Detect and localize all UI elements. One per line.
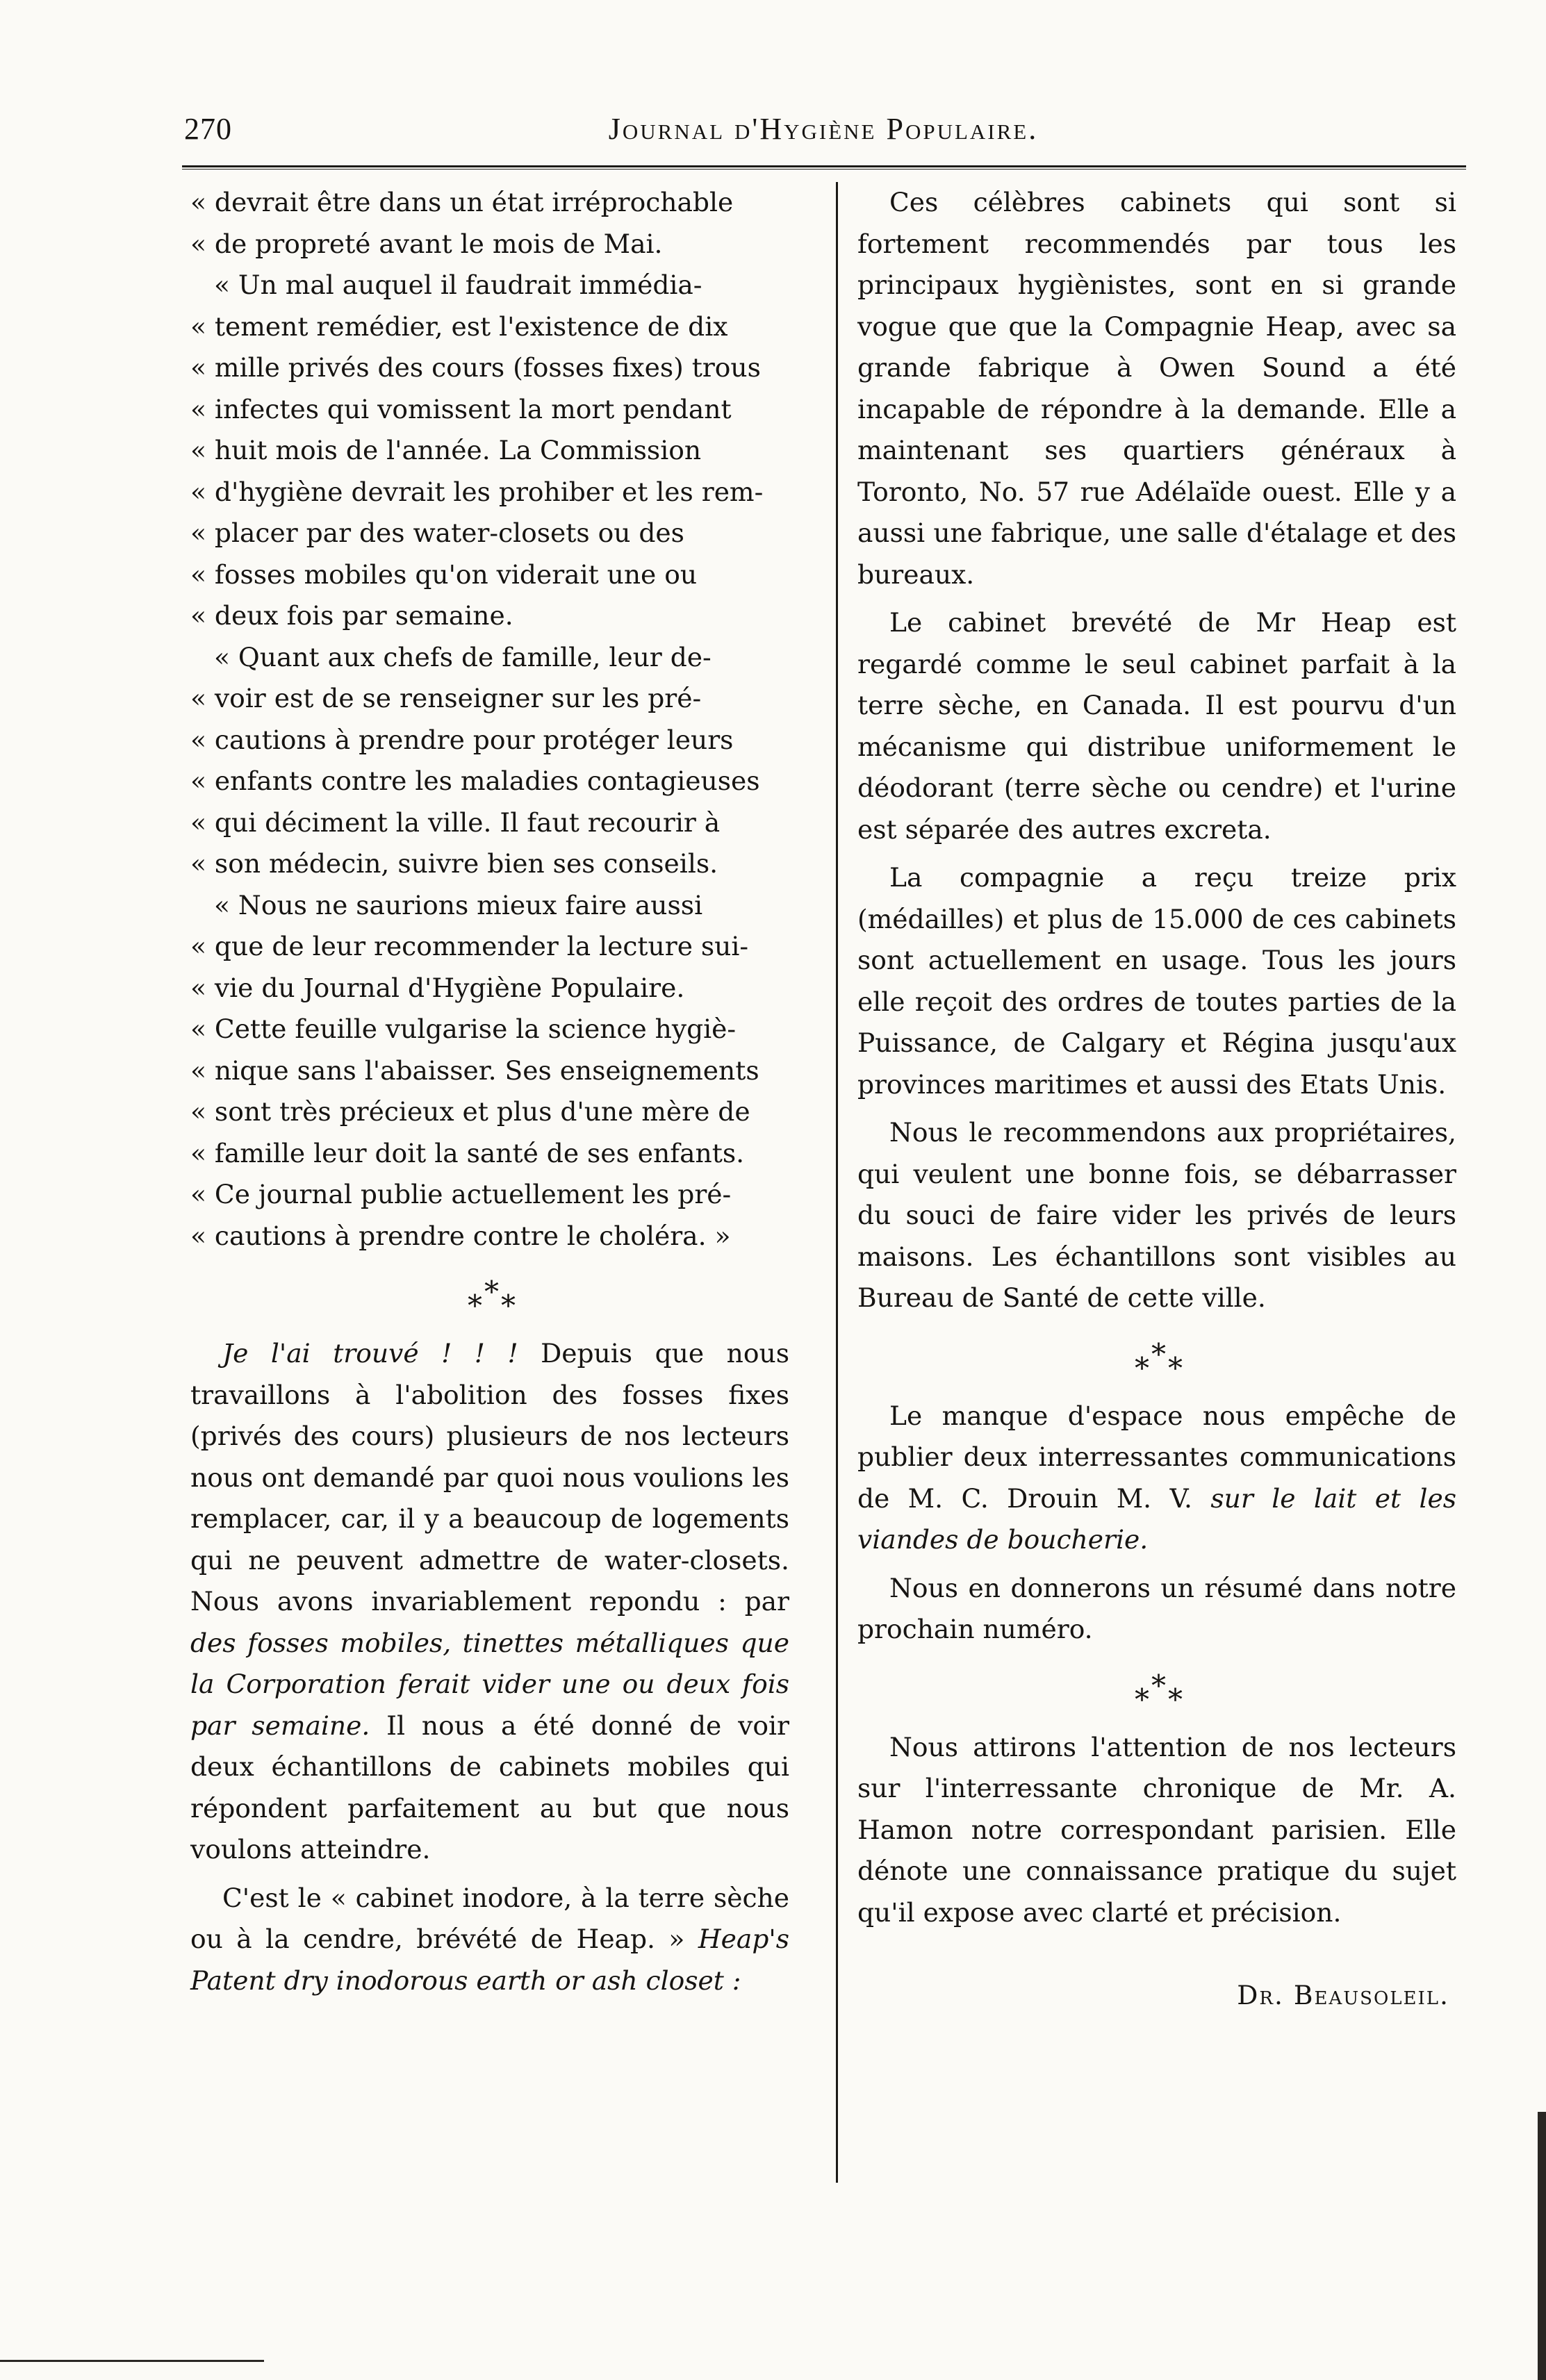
page-edge-mark [1538, 2112, 1546, 2380]
quote-line: « d'hygiène devrait les prohiber et les rem- [190, 476, 764, 507]
paragraph-lead: Je l'ai trouvé ! ! ! [222, 1338, 518, 1369]
page-number: 270 [184, 112, 232, 146]
column-rule [836, 182, 838, 2183]
quote-line: « cautions à prendre contre le choléra. » [190, 1220, 731, 1251]
asterism-divider [857, 1319, 1456, 1396]
quote-line: « voir est de se renseigner sur les pré- [190, 683, 702, 713]
quote-line: « Ce journal publie actuellement les pré- [190, 1179, 732, 1209]
quote-line: « fosses mobiles qu'on viderait une ou [190, 559, 698, 590]
paragraph-recommendons: Nous le recommendons aux propriétaires, qui veulent une bonne fois, se débarrasser du souci de faire vider les privés de leurs maisons. Les échantillons sont visibles au Bureau de Santé de cette ville. [857, 1117, 1456, 1313]
asterisk-icon: * [1151, 1337, 1166, 1371]
quote-line: « son médecin, suivre bien ses conseils. [190, 848, 718, 879]
paragraph-italic-text: sur le lait et les viandes de boucherie. [857, 1482, 1456, 1555]
paragraph-chronique: Nous attirons l'attention de nos lecteurs sur l'interressante chronique de Mr. A. Hamon notre correspondant parisien. Elle dénote une connaissance pratique du sujet qu'il expose avec clarté et précision. [857, 1731, 1456, 1928]
paragraph-italic-text: des fosses mobiles, tinettes métalliques que la Corporation ferait vider une ou deux fois par semaine. [190, 1627, 789, 1741]
asterism-divider [190, 1257, 789, 1333]
asterisk-icon: * [1135, 1682, 1149, 1717]
quote-line: « Quant aux chefs de famille, leur de- [214, 641, 712, 672]
quote-line: « huit mois de l'année. La Commission [190, 435, 702, 465]
quote-line: « Nous ne saurions mieux faire aussi [214, 889, 703, 920]
quote-line: « placer par des water-closets ou des [190, 518, 684, 548]
quote-line: « enfants contre les maladies contagieuses [190, 766, 760, 796]
author-signature: Dr. Beausoleil. [1237, 1980, 1449, 2010]
asterisk-icon: * [1151, 1668, 1166, 1703]
quote-line: « devrait être dans un état irréprochable [190, 187, 734, 217]
quote-line: « cautions à prendre pour protéger leurs [190, 724, 734, 755]
paragraph-je-lai-trouve [190, 1333, 789, 1871]
quote-line: « qui déciment la ville. Il faut recourir à [190, 807, 721, 838]
header-rule [182, 165, 1466, 170]
quote-line: « sont très précieux et plus d'une mère de [190, 1096, 750, 1127]
left-column [190, 182, 789, 2001]
quote-line: « mille privés des cours (fosses fixes) trous [190, 352, 761, 383]
quote-line: « Un mal auquel il faudrait immédia- [214, 270, 702, 300]
paragraph-text: C'est le « cabinet inodore, à la terre sèche ou à la cendre, brévété de Heap. » [190, 1882, 789, 1954]
quote-line: « que de leur recommender la lecture sui- [190, 931, 749, 961]
asterism-divider [857, 1651, 1456, 1727]
quote-line: « de propreté avant le mois de Mai. [190, 228, 663, 259]
quote-line: « deux fois par semaine. [190, 600, 513, 631]
quoted-report [190, 182, 789, 1257]
asterisk-icon: * [1135, 1350, 1149, 1385]
paragraph-manque-despace [857, 1396, 1456, 1561]
paragraph-text: Il nous a été donné de voir deux échantillons de cabinets mobiles qui répondent parfaitement au but que nous voulons atteindre. [190, 1710, 789, 1865]
paragraph-resume: Nous en donnerons un résumé dans notre prochain numéro. [857, 1572, 1456, 1644]
running-title: Journal d'Hygiène Populaire. [608, 112, 1039, 146]
quote-line: « Cette feuille vulgarise la science hygiè- [190, 1014, 737, 1044]
paragraph-text: Le manque d'espace nous empêche de publier deux interressantes communications de M. C. Drouin M. V. [857, 1400, 1456, 1514]
right-column [857, 182, 1456, 2017]
asterisk-icon: * [501, 1289, 516, 1323]
paragraph-italic-text: Heap's Patent dry inodorous earth or ash closet : [190, 1924, 789, 1996]
asterisk-icon: * [1168, 1350, 1183, 1385]
paragraph-cabinet-inodore [190, 1878, 789, 2002]
asterisk-icon: * [1168, 1682, 1183, 1717]
quote-line: « nique sans l'abaisser. Ses enseignements [190, 1055, 759, 1086]
bottom-rule [0, 2360, 264, 2362]
asterisk-icon: * [468, 1289, 482, 1323]
paragraph-celebres-cabinets: Ces célèbres cabinets qui sont si fortement recommendés par tous les principaux hygiènistes, sont en si grande vogue que que la Compagnie Heap, avec sa grande fabrique à Owen Sound a été incapable de répondre à la demande. Elle a maintenant ses quartiers généraux à Toronto, No. 57 rue Adélaïde ouest. Elle y a aussi une fabrique, une salle d'étalage et des bureaux. [857, 187, 1456, 590]
paragraph-text: Depuis que nous travaillons à l'abolition des fosses fixes (privés des cours) plusieurs de nos lecteurs nous ont demandé par quoi nous voulions les remplacer, car, il y a beaucoup de logements qui ne peuvent admettre de water-closets. Nous avons invariablement repondu : par [190, 1338, 789, 1617]
paragraph-treize-prix: La compagnie a reçu treize prix (médailles) et plus de 15.000 de ces cabinets sont actuellement en usage. Tous les jours elle reçoit des ordres de toutes parties de la Puissance, de Calgary et Régina jusqu'aux provinces maritimes et aussi des Etats Unis. [857, 862, 1456, 1100]
quote-line: « famille leur doit la santé de ses enfants. [190, 1137, 745, 1168]
page-header [184, 111, 1463, 160]
quote-line: « tement remédier, est l'existence de dix [190, 311, 728, 342]
paragraph-cabinet-brevete: Le cabinet brevété de Mr Heap est regardé comme le seul cabinet parfait à la terre sèche, en Canada. Il est pourvu d'un mécanisme qui distribue uniformement le déodorant (terre sèche ou cendre) et l'urine est séparée des autres excreta. [857, 607, 1456, 845]
quote-line: « infectes qui vomissent la mort pendant [190, 393, 732, 424]
quote-line: « vie du Journal d'Hygiène Populaire. [190, 972, 685, 1003]
asterisk-icon: * [484, 1275, 499, 1309]
